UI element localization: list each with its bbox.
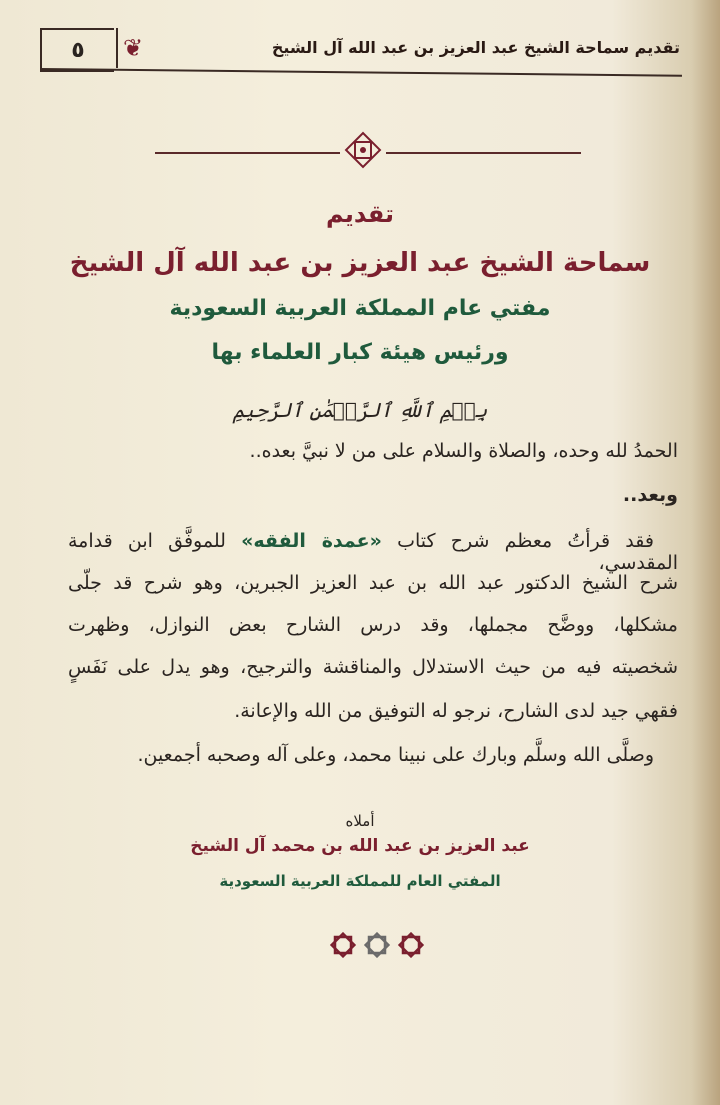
author-name-title: سماحة الشيخ عبد العزيز بن عبد الله آل الشيخ: [69, 248, 651, 278]
body-line: مشكلها، ووضَّح مجملها، وقد درس الشارح بعض النوازل، وظهرت: [68, 614, 678, 636]
body-line: شرح الشيخ الدكتور عبد الله بن عبد العزيز الجبرين، وهو شرح قد جلّى: [68, 572, 678, 594]
text: فقد قرأتُ معظم شرح كتاب: [397, 530, 654, 552]
body-line: شخصيته فيه من حيث الاستدلال والمناقشة والترجيح، وهو يدل على نَفَسٍ: [68, 656, 678, 678]
body-line: [68, 530, 678, 574]
dictated-label: أملاه: [345, 812, 375, 830]
header-rule: [40, 68, 682, 77]
floral-ornament-icon: ❦: [116, 28, 148, 68]
basmala: بِسۡمِ ٱللَّهِ ٱلرَّحۡمَٰنِ ٱلرَّحِيمِ: [232, 398, 488, 422]
page-number-box: [40, 28, 114, 72]
ornament-rule-right: [386, 152, 581, 154]
body-line: وصلَّى الله وسلَّم وبارك على نبينا محمد، وعلى آله وصحبه أجمعين.: [137, 744, 654, 766]
role-line-2: ورئيس هيئة كبار العلماء بها: [211, 340, 509, 365]
star-ornament-icon: [364, 932, 390, 958]
star-ornament-icon: [398, 932, 424, 958]
body-line: فقهي جيد لدى الشارح، نرجو له التوفيق من الله والإعانة.: [234, 700, 678, 722]
signatory-title: المفتي العام للمملكة العربية السعودية: [219, 872, 501, 890]
geometric-ornament-icon: [343, 130, 383, 170]
signatory-name: عبد العزيز بن عبد الله بن محمد آل الشيخ: [190, 836, 530, 856]
body-line: الحمدُ لله وحده، والصلاة والسلام على من لا نبيَّ بعده..: [249, 440, 678, 462]
ornament-rule-left: [155, 152, 340, 154]
star-ornament-icon: [330, 932, 356, 958]
heading: تقديم: [326, 200, 394, 228]
role-line-1: مفتي عام المملكة العربية السعودية: [169, 296, 551, 321]
running-title: تقديم سماحة الشيخ عبد العزيز بن عبد الله آل الشيخ: [271, 38, 680, 57]
closing-ornaments: [330, 932, 424, 958]
book-title: «عمدة الفقه»: [241, 530, 382, 552]
body-line: وبعد..: [622, 484, 678, 506]
page-number: ٥: [71, 37, 85, 63]
text: للموفَّق ابن قدامة المقدسي،: [68, 530, 678, 574]
